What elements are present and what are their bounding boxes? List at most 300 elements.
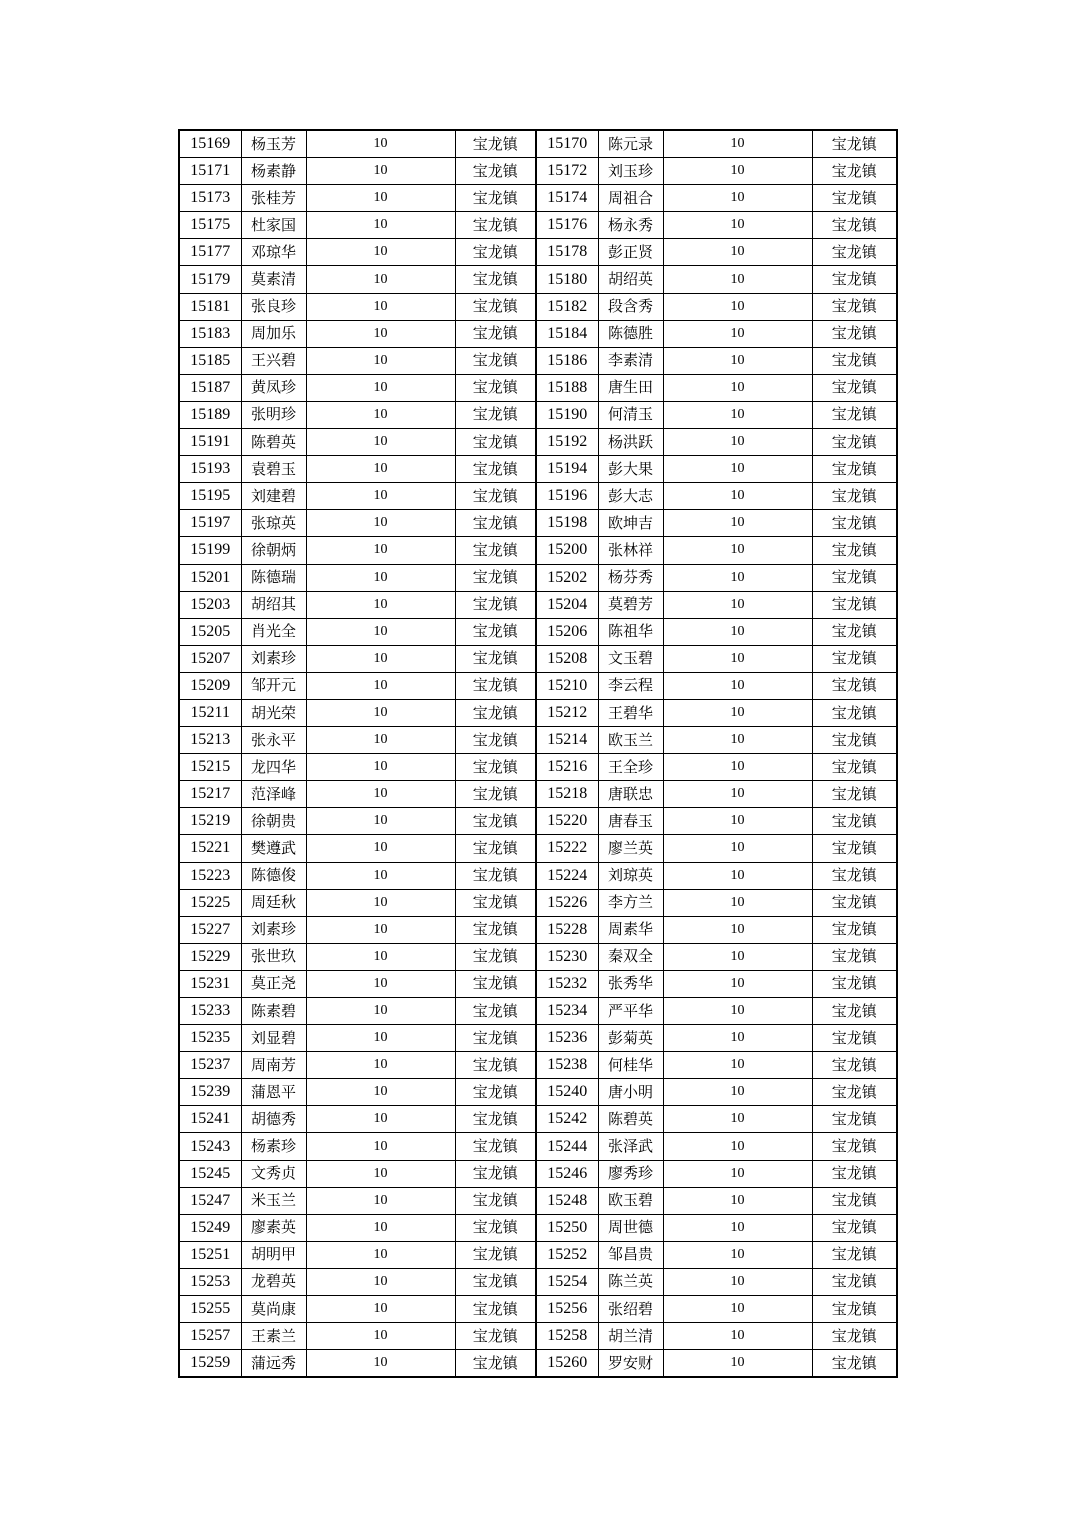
name-cell: 杜家国 <box>241 212 306 239</box>
town-cell: 宝龙镇 <box>455 1350 536 1378</box>
amount-cell: 10 <box>306 1350 455 1378</box>
town-cell: 宝龙镇 <box>812 943 897 970</box>
name-cell: 罗安财 <box>598 1350 663 1378</box>
amount-cell: 10 <box>306 645 455 672</box>
amount-cell: 10 <box>663 808 812 835</box>
id-cell: 15229 <box>179 943 241 970</box>
name-cell: 文玉碧 <box>598 645 663 672</box>
id-cell: 15206 <box>536 618 598 645</box>
name-cell: 张良珍 <box>241 293 306 320</box>
id-cell: 15256 <box>536 1296 598 1323</box>
amount-cell: 10 <box>306 1025 455 1052</box>
table-row <box>179 672 897 699</box>
table-row <box>179 1350 897 1378</box>
amount-cell: 10 <box>663 1323 812 1350</box>
table-row <box>179 537 897 564</box>
amount-cell: 10 <box>663 862 812 889</box>
name-cell: 唐春玉 <box>598 808 663 835</box>
amount-cell: 10 <box>663 456 812 483</box>
name-cell: 张桂芳 <box>241 185 306 212</box>
amount-cell: 10 <box>306 1187 455 1214</box>
town-cell: 宝龙镇 <box>812 998 897 1025</box>
name-cell: 莫碧芳 <box>598 591 663 618</box>
amount-cell: 10 <box>663 374 812 401</box>
id-cell: 15172 <box>536 158 598 185</box>
id-cell: 15239 <box>179 1079 241 1106</box>
table-row <box>179 618 897 645</box>
amount-cell: 10 <box>663 672 812 699</box>
town-cell: 宝龙镇 <box>455 374 536 401</box>
town-cell: 宝龙镇 <box>455 1296 536 1323</box>
town-cell: 宝龙镇 <box>455 835 536 862</box>
amount-cell: 10 <box>306 1296 455 1323</box>
table-row <box>179 239 897 266</box>
amount-cell: 10 <box>306 158 455 185</box>
id-cell: 15251 <box>179 1241 241 1268</box>
amount-cell: 10 <box>306 699 455 726</box>
id-cell: 15231 <box>179 970 241 997</box>
amount-cell: 10 <box>663 1350 812 1378</box>
amount-cell: 10 <box>306 1268 455 1295</box>
id-cell: 15205 <box>179 618 241 645</box>
id-cell: 15192 <box>536 429 598 456</box>
id-cell: 15173 <box>179 185 241 212</box>
table-row <box>179 916 897 943</box>
id-cell: 15195 <box>179 483 241 510</box>
name-cell: 刘建碧 <box>241 483 306 510</box>
amount-cell: 10 <box>306 374 455 401</box>
id-cell: 15170 <box>536 130 598 158</box>
name-cell: 周祖合 <box>598 185 663 212</box>
town-cell: 宝龙镇 <box>455 347 536 374</box>
name-cell: 龙四华 <box>241 754 306 781</box>
amount-cell: 10 <box>663 943 812 970</box>
id-cell: 15175 <box>179 212 241 239</box>
town-cell: 宝龙镇 <box>812 1133 897 1160</box>
name-cell: 杨素珍 <box>241 1133 306 1160</box>
id-cell: 15203 <box>179 591 241 618</box>
amount-cell: 10 <box>306 266 455 293</box>
name-cell: 胡德秀 <box>241 1106 306 1133</box>
name-cell: 张泽武 <box>598 1133 663 1160</box>
name-cell: 陈德俊 <box>241 862 306 889</box>
town-cell: 宝龙镇 <box>812 1241 897 1268</box>
name-cell: 陈碧英 <box>241 429 306 456</box>
name-cell: 李方兰 <box>598 889 663 916</box>
id-cell: 15233 <box>179 998 241 1025</box>
town-cell: 宝龙镇 <box>455 158 536 185</box>
amount-cell: 10 <box>663 1241 812 1268</box>
name-cell: 黄凤珍 <box>241 374 306 401</box>
amount-cell: 10 <box>306 537 455 564</box>
table-row <box>179 645 897 672</box>
amount-cell: 10 <box>663 727 812 754</box>
town-cell: 宝龙镇 <box>812 537 897 564</box>
name-cell: 张林祥 <box>598 537 663 564</box>
id-cell: 15189 <box>179 401 241 428</box>
name-cell: 周加乐 <box>241 320 306 347</box>
town-cell: 宝龙镇 <box>455 1214 536 1241</box>
amount-cell: 10 <box>306 293 455 320</box>
amount-cell: 10 <box>306 591 455 618</box>
town-cell: 宝龙镇 <box>812 835 897 862</box>
amount-cell: 10 <box>663 1079 812 1106</box>
name-cell: 胡光荣 <box>241 699 306 726</box>
amount-cell: 10 <box>306 130 455 158</box>
town-cell: 宝龙镇 <box>812 591 897 618</box>
amount-cell: 10 <box>663 591 812 618</box>
amount-cell: 10 <box>663 1052 812 1079</box>
amount-cell: 10 <box>306 1323 455 1350</box>
id-cell: 15238 <box>536 1052 598 1079</box>
name-cell: 王碧华 <box>598 699 663 726</box>
town-cell: 宝龙镇 <box>812 1079 897 1106</box>
id-cell: 15209 <box>179 672 241 699</box>
amount-cell: 10 <box>663 1133 812 1160</box>
id-cell: 15186 <box>536 347 598 374</box>
town-cell: 宝龙镇 <box>812 618 897 645</box>
id-cell: 15241 <box>179 1106 241 1133</box>
town-cell: 宝龙镇 <box>812 401 897 428</box>
town-cell: 宝龙镇 <box>455 185 536 212</box>
name-cell: 陈德胜 <box>598 320 663 347</box>
name-cell: 李云程 <box>598 672 663 699</box>
amount-cell: 10 <box>306 429 455 456</box>
amount-cell: 10 <box>663 645 812 672</box>
table-row <box>179 1160 897 1187</box>
town-cell: 宝龙镇 <box>812 1268 897 1295</box>
name-cell: 樊遵武 <box>241 835 306 862</box>
town-cell: 宝龙镇 <box>812 266 897 293</box>
name-cell: 刘素珍 <box>241 645 306 672</box>
town-cell: 宝龙镇 <box>455 130 536 158</box>
town-cell: 宝龙镇 <box>455 1160 536 1187</box>
id-cell: 15246 <box>536 1160 598 1187</box>
name-cell: 杨芬秀 <box>598 564 663 591</box>
name-cell: 秦双全 <box>598 943 663 970</box>
town-cell: 宝龙镇 <box>812 456 897 483</box>
name-cell: 彭正贤 <box>598 239 663 266</box>
id-cell: 15184 <box>536 320 598 347</box>
town-cell: 宝龙镇 <box>455 916 536 943</box>
amount-cell: 10 <box>663 239 812 266</box>
table-row <box>179 456 897 483</box>
id-cell: 15179 <box>179 266 241 293</box>
amount-cell: 10 <box>306 727 455 754</box>
name-cell: 欧坤吉 <box>598 510 663 537</box>
id-cell: 15174 <box>536 185 598 212</box>
id-cell: 15242 <box>536 1106 598 1133</box>
id-cell: 15180 <box>536 266 598 293</box>
name-cell: 欧玉兰 <box>598 727 663 754</box>
amount-cell: 10 <box>306 1079 455 1106</box>
name-cell: 李素清 <box>598 347 663 374</box>
id-cell: 15219 <box>179 808 241 835</box>
amount-cell: 10 <box>663 483 812 510</box>
amount-cell: 10 <box>663 564 812 591</box>
town-cell: 宝龙镇 <box>812 754 897 781</box>
id-cell: 15245 <box>179 1160 241 1187</box>
town-cell: 宝龙镇 <box>455 564 536 591</box>
amount-cell: 10 <box>663 320 812 347</box>
town-cell: 宝龙镇 <box>812 483 897 510</box>
amount-cell: 10 <box>306 916 455 943</box>
name-cell: 蒲远秀 <box>241 1350 306 1378</box>
name-cell: 王素兰 <box>241 1323 306 1350</box>
name-cell: 邹昌贵 <box>598 1241 663 1268</box>
town-cell: 宝龙镇 <box>455 1025 536 1052</box>
town-cell: 宝龙镇 <box>455 483 536 510</box>
name-cell: 徐朝贵 <box>241 808 306 835</box>
town-cell: 宝龙镇 <box>812 212 897 239</box>
amount-cell: 10 <box>306 212 455 239</box>
town-cell: 宝龙镇 <box>455 1268 536 1295</box>
name-cell: 王全珍 <box>598 754 663 781</box>
amount-cell: 10 <box>663 537 812 564</box>
id-cell: 15254 <box>536 1268 598 1295</box>
town-cell: 宝龙镇 <box>812 320 897 347</box>
town-cell: 宝龙镇 <box>455 1133 536 1160</box>
id-cell: 15249 <box>179 1214 241 1241</box>
name-cell: 陈兰英 <box>598 1268 663 1295</box>
table-row <box>179 1052 897 1079</box>
id-cell: 15177 <box>179 239 241 266</box>
id-cell: 15176 <box>536 212 598 239</box>
town-cell: 宝龙镇 <box>455 212 536 239</box>
name-cell: 严平华 <box>598 998 663 1025</box>
name-cell: 莫尚康 <box>241 1296 306 1323</box>
roster-body <box>179 130 897 1377</box>
amount-cell: 10 <box>306 1214 455 1241</box>
amount-cell: 10 <box>663 429 812 456</box>
id-cell: 15225 <box>179 889 241 916</box>
name-cell: 何清玉 <box>598 401 663 428</box>
amount-cell: 10 <box>663 835 812 862</box>
town-cell: 宝龙镇 <box>812 781 897 808</box>
id-cell: 15183 <box>179 320 241 347</box>
table-row <box>179 727 897 754</box>
table-row <box>179 130 897 158</box>
table-row <box>179 564 897 591</box>
amount-cell: 10 <box>663 401 812 428</box>
id-cell: 15243 <box>179 1133 241 1160</box>
id-cell: 15182 <box>536 293 598 320</box>
town-cell: 宝龙镇 <box>455 970 536 997</box>
amount-cell: 10 <box>306 239 455 266</box>
name-cell: 唐联忠 <box>598 781 663 808</box>
id-cell: 15194 <box>536 456 598 483</box>
table-row <box>179 320 897 347</box>
amount-cell: 10 <box>663 1268 812 1295</box>
town-cell: 宝龙镇 <box>812 1052 897 1079</box>
id-cell: 15220 <box>536 808 598 835</box>
name-cell: 周南芳 <box>241 1052 306 1079</box>
id-cell: 15213 <box>179 727 241 754</box>
id-cell: 15212 <box>536 699 598 726</box>
name-cell: 张永平 <box>241 727 306 754</box>
id-cell: 15218 <box>536 781 598 808</box>
amount-cell: 10 <box>306 618 455 645</box>
town-cell: 宝龙镇 <box>812 429 897 456</box>
town-cell: 宝龙镇 <box>812 1160 897 1187</box>
table-row <box>179 185 897 212</box>
id-cell: 15198 <box>536 510 598 537</box>
town-cell: 宝龙镇 <box>812 347 897 374</box>
amount-cell: 10 <box>663 130 812 158</box>
id-cell: 15199 <box>179 537 241 564</box>
town-cell: 宝龙镇 <box>455 537 536 564</box>
town-cell: 宝龙镇 <box>812 374 897 401</box>
amount-cell: 10 <box>306 889 455 916</box>
town-cell: 宝龙镇 <box>455 401 536 428</box>
name-cell: 胡绍其 <box>241 591 306 618</box>
id-cell: 15228 <box>536 916 598 943</box>
table-row <box>179 998 897 1025</box>
name-cell: 段含秀 <box>598 293 663 320</box>
town-cell: 宝龙镇 <box>455 1323 536 1350</box>
town-cell: 宝龙镇 <box>455 293 536 320</box>
id-cell: 15200 <box>536 537 598 564</box>
name-cell: 杨素静 <box>241 158 306 185</box>
town-cell: 宝龙镇 <box>812 862 897 889</box>
name-cell: 廖素英 <box>241 1214 306 1241</box>
name-cell: 莫正尧 <box>241 970 306 997</box>
table-row <box>179 808 897 835</box>
town-cell: 宝龙镇 <box>455 239 536 266</box>
town-cell: 宝龙镇 <box>455 943 536 970</box>
town-cell: 宝龙镇 <box>455 266 536 293</box>
town-cell: 宝龙镇 <box>812 1106 897 1133</box>
id-cell: 15181 <box>179 293 241 320</box>
amount-cell: 10 <box>663 889 812 916</box>
amount-cell: 10 <box>306 862 455 889</box>
id-cell: 15191 <box>179 429 241 456</box>
town-cell: 宝龙镇 <box>455 1187 536 1214</box>
table-row <box>179 1106 897 1133</box>
table-row <box>179 835 897 862</box>
name-cell: 肖光全 <box>241 618 306 645</box>
table-row <box>179 158 897 185</box>
table-row <box>179 374 897 401</box>
table-row <box>179 1079 897 1106</box>
name-cell: 周廷秋 <box>241 889 306 916</box>
town-cell: 宝龙镇 <box>455 808 536 835</box>
table-row <box>179 943 897 970</box>
town-cell: 宝龙镇 <box>455 727 536 754</box>
town-cell: 宝龙镇 <box>812 293 897 320</box>
amount-cell: 10 <box>663 293 812 320</box>
table-row <box>179 1214 897 1241</box>
amount-cell: 10 <box>306 510 455 537</box>
amount-cell: 10 <box>306 401 455 428</box>
id-cell: 15259 <box>179 1350 241 1378</box>
amount-cell: 10 <box>306 672 455 699</box>
name-cell: 邹开元 <box>241 672 306 699</box>
amount-cell: 10 <box>663 998 812 1025</box>
town-cell: 宝龙镇 <box>455 510 536 537</box>
amount-cell: 10 <box>663 1296 812 1323</box>
table-row <box>179 510 897 537</box>
town-cell: 宝龙镇 <box>812 510 897 537</box>
id-cell: 15236 <box>536 1025 598 1052</box>
id-cell: 15193 <box>179 456 241 483</box>
name-cell: 刘显碧 <box>241 1025 306 1052</box>
town-cell: 宝龙镇 <box>455 429 536 456</box>
town-cell: 宝龙镇 <box>812 1214 897 1241</box>
name-cell: 胡兰清 <box>598 1323 663 1350</box>
id-cell: 15169 <box>179 130 241 158</box>
amount-cell: 10 <box>663 970 812 997</box>
town-cell: 宝龙镇 <box>812 916 897 943</box>
town-cell: 宝龙镇 <box>455 672 536 699</box>
town-cell: 宝龙镇 <box>455 699 536 726</box>
name-cell: 莫素清 <box>241 266 306 293</box>
id-cell: 15204 <box>536 591 598 618</box>
name-cell: 蒲恩平 <box>241 1079 306 1106</box>
id-cell: 15207 <box>179 645 241 672</box>
town-cell: 宝龙镇 <box>455 320 536 347</box>
id-cell: 15240 <box>536 1079 598 1106</box>
town-cell: 宝龙镇 <box>455 645 536 672</box>
town-cell: 宝龙镇 <box>812 130 897 158</box>
name-cell: 袁碧玉 <box>241 456 306 483</box>
name-cell: 彭大志 <box>598 483 663 510</box>
town-cell: 宝龙镇 <box>455 618 536 645</box>
id-cell: 15226 <box>536 889 598 916</box>
id-cell: 15216 <box>536 754 598 781</box>
id-cell: 15217 <box>179 781 241 808</box>
id-cell: 15211 <box>179 699 241 726</box>
id-cell: 15224 <box>536 862 598 889</box>
town-cell: 宝龙镇 <box>455 1241 536 1268</box>
id-cell: 15260 <box>536 1350 598 1378</box>
name-cell: 胡绍英 <box>598 266 663 293</box>
amount-cell: 10 <box>663 266 812 293</box>
town-cell: 宝龙镇 <box>812 1187 897 1214</box>
amount-cell: 10 <box>306 564 455 591</box>
amount-cell: 10 <box>663 510 812 537</box>
table-row <box>179 889 897 916</box>
table-row <box>179 970 897 997</box>
name-cell: 胡明甲 <box>241 1241 306 1268</box>
name-cell: 刘素珍 <box>241 916 306 943</box>
town-cell: 宝龙镇 <box>455 1052 536 1079</box>
name-cell: 杨洪跃 <box>598 429 663 456</box>
table-row <box>179 293 897 320</box>
id-cell: 15257 <box>179 1323 241 1350</box>
id-cell: 15255 <box>179 1296 241 1323</box>
town-cell: 宝龙镇 <box>455 889 536 916</box>
table-row <box>179 754 897 781</box>
name-cell: 廖秀珍 <box>598 1160 663 1187</box>
name-cell: 彭大果 <box>598 456 663 483</box>
roster-table <box>178 129 898 1378</box>
name-cell: 廖兰英 <box>598 835 663 862</box>
amount-cell: 10 <box>306 1106 455 1133</box>
town-cell: 宝龙镇 <box>812 808 897 835</box>
table-row <box>179 591 897 618</box>
id-cell: 15253 <box>179 1268 241 1295</box>
amount-cell: 10 <box>306 1052 455 1079</box>
town-cell: 宝龙镇 <box>455 862 536 889</box>
id-cell: 15235 <box>179 1025 241 1052</box>
name-cell: 唐小明 <box>598 1079 663 1106</box>
amount-cell: 10 <box>306 1160 455 1187</box>
id-cell: 15248 <box>536 1187 598 1214</box>
amount-cell: 10 <box>663 781 812 808</box>
amount-cell: 10 <box>663 347 812 374</box>
table-row <box>179 1296 897 1323</box>
